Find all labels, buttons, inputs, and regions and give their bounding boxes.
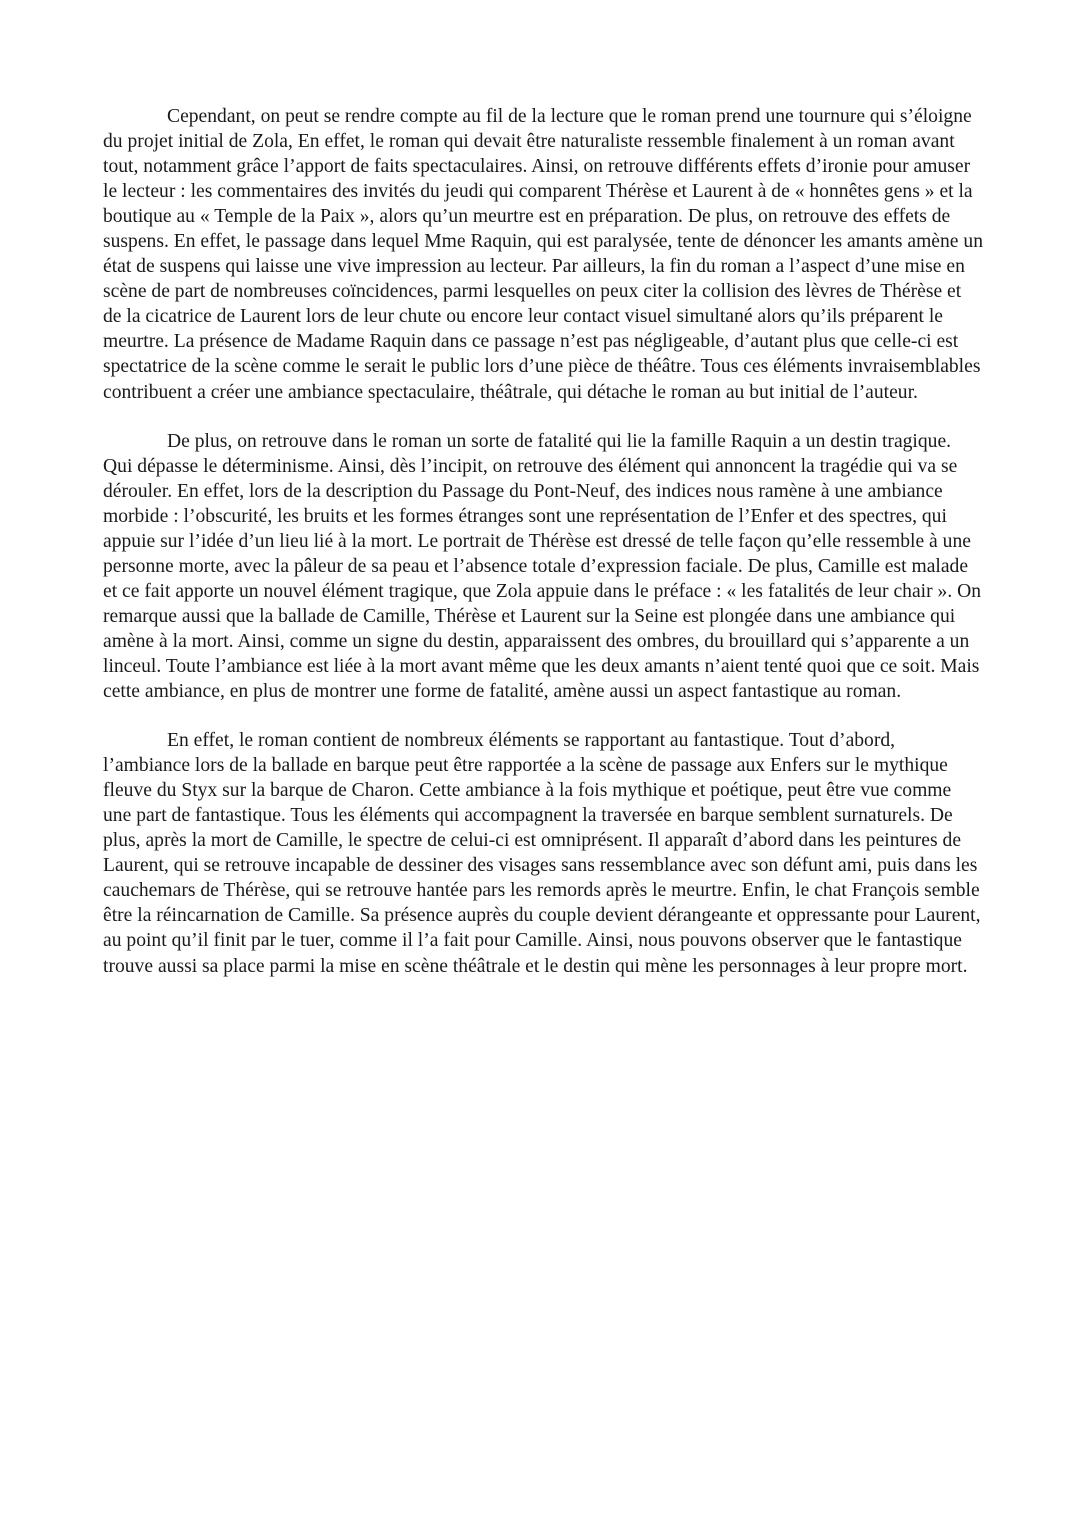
- document-body: [103, 104, 983, 1003]
- paragraph-fatality: De plus, on retrouve dans le roman un sorte de fatalité qui lie la famille Raquin a un destin tragique. Qui dépasse le déterminisme. Ainsi, dès l’incipit, on retrouve des élément qui annoncent la tragédie qui va se dérouler. En effet, lors de la description du Passage du Pont-Neuf, des indices nous ramène à une ambiance morbide : l’obscurité, les bruits et les formes étranges sont une représentation de l’Enfer et des spectres, qui appuie sur l’idée d’un lieu lié à la mort. Le portrait de Thérèse est dressé de telle façon qu’elle ressemble à une personne morte, avec la pâleur de sa peau et l’absence totale d’expression faciale. De plus, Camille est malade et ce fait apporte un nouvel élément tragique, que Zola appuie dans le préface : « les fatalités de leur chair ». On remarque aussi que la ballade de Camille, Thérèse et Laurent sur la Seine est plongée dans une ambiance qui amène à la mort. Ainsi, comme un signe du destin, apparaissent des ombres, du brouillard qui s’apparente a un linceul. Toute l’ambiance est liée à la mort avant même que les deux amants n’aient tenté quoi que ce soit. Mais cette ambiance, en plus de montrer une forme de fatalité, amène aussi un aspect fantastique au roman.: [103, 430, 982, 703]
- paragraph-theatricality: Cependant, on peut se rendre compte au fil de la lecture que le roman prend une tournure qui s’éloigne du projet initial de Zola, En effet, le roman qui devait être naturaliste ressemble finalement à un roman avant tout, notamment grâce l’apport de faits spectaculaires. Ainsi, on retrouve différents effets d’ironie pour amuser le lecteur : les commentaires des invités du jeudi qui comparent Thérèse et Laurent à de « honnêtes gens » et la boutique au « Temple de la Paix », alors qu’un meurtre est en préparation. De plus, on retrouve des effets de suspens. En effet, le passage dans lequel Mme Raquin, qui est paralysée, tente de dénoncer les amants amène un état de suspens qui laisse une vive impression au lecteur. Par ailleurs, la fin du roman a l’aspect d’une mise en scène de part de nombreuses coïncidences, parmi lesquelles on peux citer la collision des lèvres de Thérèse et de la cicatrice de Laurent lors de leur chute ou encore leur contact visuel simultané alors qu’ils préparent le meurtre. La présence de Madame Raquin dans ce passage n’est pas négligeable, d’autant plus que celle-ci est spectatrice de la scène comme le serait le public lors d’une pièce de théâtre. Tous ces éléments invraisemblables contribuent a créer une ambiance spectaculaire, théâtrale, qui détache le roman au but initial de l’auteur.: [103, 106, 983, 403]
- paragraph-fantastic: En effet, le roman contient de nombreux éléments se rapportant au fantastique. Tout d’abord, l’ambiance lors de la ballade en barque peut être rapportée a la scène de passage aux Enfers sur le mythique fleuve du Styx sur la barque de Charon. Cette ambiance à la fois mythique et poétique, peut être vue comme une part de fantastique. Tous les éléments qui accompagnent la traversée en barque semblent surnaturels. De plus, après la mort de Camille, le spectre de celui-ci est omniprésent. Il apparaît d’abord dans les peintures de Laurent, qui se retrouve incapable de dessiner des visages sans ressemblance avec son défunt ami, puis dans les cauchemars de Thérèse, qui se retrouve hantée pars les remords après le meurtre. Enfin, le chat François semble être la réincarnation de Camille. Sa présence auprès du couple devient dérangeante et oppressante pour Laurent, au point qu’il finit par le tuer, comme il l’a fait pour Camille. Ainsi, nous pouvons observer que le fantastique trouve aussi sa place parmi la mise en scène théâtrale et le destin qui mène les personnages à leur propre mort.: [103, 730, 981, 977]
